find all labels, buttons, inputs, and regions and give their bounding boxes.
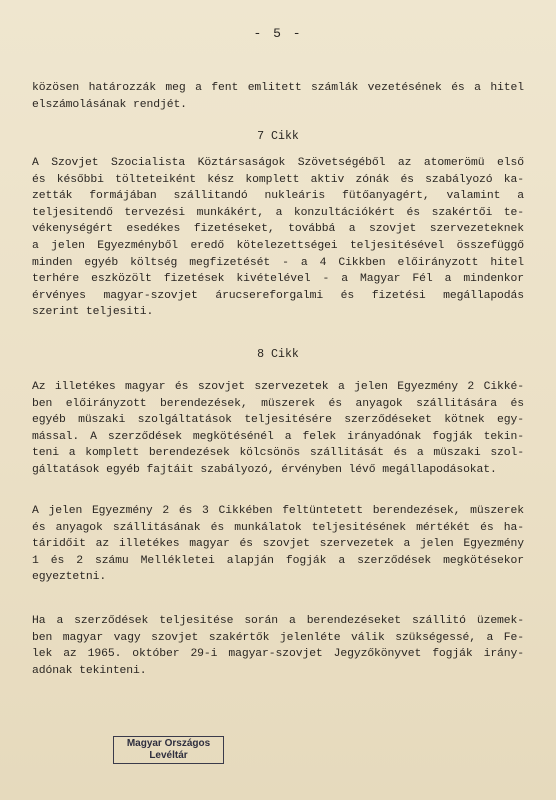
text-line: ben magyar vagy szovjet szakértők jelenléte válik szükségessé, a Fe- [32,631,524,644]
text-line: a jelen Egyezményből eredő kötelezettségei teljesitésével összefüggő [32,239,524,252]
article-8-heading: 8 Cikk [257,348,299,361]
text-line: elszámolásának rendjét. [32,98,187,111]
intro-paragraph [32,80,524,113]
text-line: egyéb müszaki szolgáltatások teljesitésére szerződéseket kötnek egy- [32,414,524,427]
text-line: Ha a szerződések teljesitése során a berendezéseket szállitó üzemek- [32,615,524,627]
text-line: 1 és 2 számu Mellékletei alapján fogják a szerződések megkötésekor [32,554,524,567]
page-number: - 5 - [253,26,303,41]
article-8-paragraph-1 [32,379,524,479]
text-line: egyeztetni. [32,571,107,584]
text-line: mással. A szerződések megkötésénél a felek irányadónak fogják tekin- [32,430,524,443]
article-8-paragraph-2 [32,503,524,586]
text-line: A Szovjet Szocialista Köztársaságok Szövetségéből az atomerömü első [32,157,524,169]
text-line: Az illetékes magyar és szovjet szervezetek a jelen Egyezmény 2 Cikké- [32,381,524,393]
text-line: közösen határozzák meg a fent emlitett számlák vezetésének és a hitel [32,82,524,94]
text-line: vékenységért esedékes fizetéseket, továbbá a szovjet szervezeteknek [32,223,524,236]
text-line: adónak tekinteni. [32,664,147,677]
stamp-line-2: Levéltár [149,750,188,761]
text-line: és későbbi tölteteiként kész komplett aktiv zónák és szabályozó ka- [32,173,524,186]
text-line: A jelen Egyezmény 2 és 3 Cikkében feltüntetett berendezések, müszerek [32,505,524,517]
text-line: minden egyéb költség megfizetését - a 4 Cikkben előirányzott hitel [32,256,524,269]
text-line: zetták formájában szállitandó nukleáris fütőanyagért, valamint a [32,190,524,203]
text-line: teni a komplett berendezések kölcsönös szállitását és a müszaki szol- [32,447,524,460]
text-line: ben előirányzott berendezések, müszerek és anyagok szállitására és [32,397,524,410]
archive-stamp [113,736,224,764]
text-line: és anyagok szállitásának és munkálatok teljesitésének mértékét és ha- [32,521,524,534]
article-7-paragraph [32,155,524,321]
article-7-heading: 7 Cikk [257,130,299,143]
text-line: gáltatások egyéb fajtáit szabályozó, érvényben lévő megállapodásokat. [32,463,497,476]
text-line: táridőit az illetékes magyar és szovjet szervezetek a jelen Egyezmény [32,538,524,551]
text-line: lek az 1965. október 29-i magyar-szovjet Jegyzőkönyvet fogják irány- [32,648,524,661]
text-line: szerint teljesiti. [32,306,154,319]
article-8-paragraph-3 [32,613,524,679]
text-line: terhére eszközölt fizetések kivételével - a Magyar Fél a mindenkor [32,273,524,286]
text-line: teljesitendő tervezési munkákért, a konzultációkért és szakértői te- [32,206,524,219]
text-line: érvényes magyar-szovjet árucsereforgalmi és fizetési megállapodás [32,289,524,302]
stamp-line-1: Magyar Országos [126,738,211,749]
